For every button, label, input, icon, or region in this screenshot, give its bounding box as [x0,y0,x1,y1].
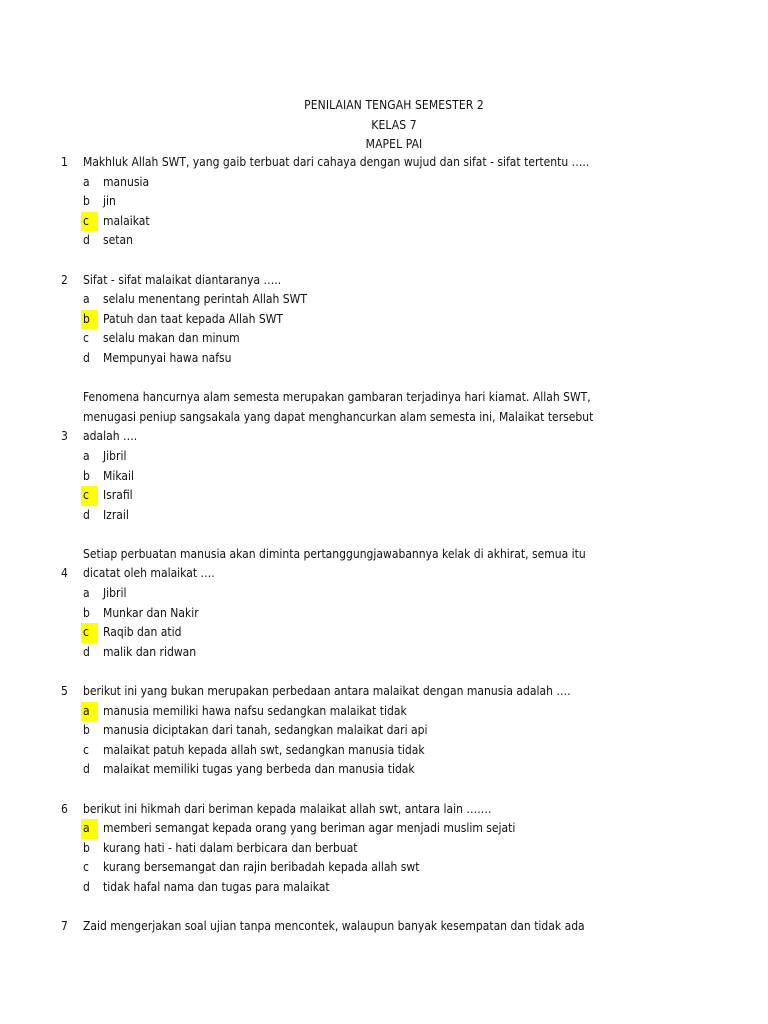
option-row [0,349,768,369]
option-letter-answer-highlight: c [81,486,98,506]
option-text: Munkar dan Nakir [103,605,199,620]
option-text: kurang hati - hati dalam berbicara dan berbuat [103,840,358,855]
question-block [0,545,768,663]
option-letter-answer-highlight: b [81,310,98,330]
question-block [0,682,768,780]
option-row [0,878,768,898]
option-row [0,721,768,741]
question-block [0,388,768,525]
option-row [0,623,768,643]
option-text: Mempunyai hawa nafsu [103,350,232,365]
option-letter: d [83,350,90,365]
question-text: adalah …. [83,429,138,444]
option-text: Jibril [103,586,127,601]
question-line [0,564,768,584]
option-letter: a [83,586,90,601]
option-row [0,310,768,330]
option-text: memberi semangat kepada orang yang beriman agar menjadi muslim sejati [103,821,516,836]
question-block [0,917,768,937]
option-row [0,212,768,232]
option-row [0,486,768,506]
option-letter: a [83,292,90,307]
option-text: malik dan ridwan [103,644,197,659]
question-number: 2 [61,272,68,287]
option-letter: d [83,644,90,659]
option-letter: a [83,174,90,189]
question-block [0,800,768,898]
option-row [0,447,768,467]
option-text: manusia memiliki hawa nafsu sedangkan malaikat tidak [103,703,407,718]
option-letter: c [83,742,89,757]
question-spacer [0,525,768,545]
question-spacer [0,662,768,682]
question-spacer [0,369,768,389]
question-spacer [0,251,768,271]
option-letter: b [83,468,90,483]
question-text: menugasi peniup sangsakala yang dapat menghancurkan alam semesta ini, Malaikat tersebut [83,409,594,424]
question-line [0,427,768,447]
question-block [0,271,768,369]
question-text: Zaid mengerjakan soal ujian tanpa mencontek, walaupun banyak kesempatan dan tidak ada [83,919,585,934]
question-number: 6 [61,801,68,816]
option-text: Mikail [103,468,134,483]
question-number: 1 [61,155,68,169]
question-text: dicatat oleh malaikat …. [83,566,215,581]
document-header [0,96,768,155]
option-letter-answer-highlight: c [81,212,98,232]
option-text: Izrail [103,507,129,522]
option-letter-answer-highlight: c [81,623,98,643]
option-letter: c [83,860,89,875]
option-text: tidak hafal nama dan tugas para malaikat [103,879,330,894]
option-letter: c [83,331,89,346]
question-line [0,545,768,565]
option-row [0,643,768,663]
option-letter: b [83,840,90,855]
option-row [0,584,768,604]
option-text: malaikat [103,213,150,228]
option-letter: b [83,194,90,209]
option-row [0,192,768,212]
option-text: jin [103,194,116,209]
option-row [0,702,768,722]
question-block [0,153,768,251]
option-text: malaikat patuh kepada allah swt, sedangkan manusia tidak [103,742,425,757]
option-text: Patuh dan taat kepada Allah SWT [103,311,284,326]
option-letter-answer-highlight: a [81,702,98,722]
option-row [0,231,768,251]
question-line [0,153,768,173]
question-number: 5 [61,684,68,699]
option-row [0,741,768,761]
question-text: Setiap perbuatan manusia akan diminta pertanggungjawabannya kelak di akhirat, semua itu [83,546,586,561]
option-text: malaikat memiliki tugas yang berbeda dan manusia tidak [103,762,415,777]
option-row [0,604,768,624]
question-line [0,388,768,408]
header-title: PENILAIAN TENGAH SEMESTER 2 [304,98,484,112]
option-text: selalu menentang perintah Allah SWT [103,292,307,307]
option-letter: b [83,605,90,620]
question-text: berikut ini yang bukan merupakan perbedaan antara malaikat dengan manusia adalah …. [83,684,571,699]
option-row [0,819,768,839]
question-spacer [0,898,768,918]
header-subject: MAPEL PAI [365,137,423,151]
question-line [0,408,768,428]
option-letter: b [83,723,90,738]
option-row [0,467,768,487]
header-class: KELAS 7 [371,117,417,132]
option-letter: a [83,448,90,463]
question-text: Makhluk Allah SWT, yang gaib terbuat dari cahaya dengan wujud dan sifat - sifat tertentu ….. [83,155,590,169]
question-line [0,682,768,702]
option-row [0,506,768,526]
option-row [0,760,768,780]
option-text: kurang bersemangat dan rajin beribadah kepada allah swt [103,860,420,875]
question-text: Sifat - sifat malaikat diantaranya ….. [83,272,282,287]
option-letter: d [83,879,90,894]
question-spacer [0,780,768,800]
option-row [0,290,768,310]
question-text: berikut ini hikmah dari beriman kepada malaikat allah swt, antara lain ……. [83,801,492,816]
option-row [0,329,768,349]
option-row [0,858,768,878]
option-row [0,839,768,859]
option-letter: d [83,507,90,522]
question-line [0,271,768,291]
option-letter: d [83,762,90,777]
option-row [0,173,768,193]
option-text: manusia diciptakan dari tanah, sedangkan malaikat dari api [103,723,428,738]
question-text: Fenomena hancurnya alam semesta merupakan gambaran terjadinya hari kiamat. Allah SWT, [83,390,591,405]
question-line [0,800,768,820]
option-text: Raqib dan atid [103,625,182,640]
option-text: Jibril [103,448,127,463]
option-text: manusia [103,174,150,189]
question-list [0,153,768,937]
option-letter-answer-highlight: a [81,819,98,839]
question-number: 7 [61,919,68,934]
option-text: selalu makan dan minum [103,331,240,346]
question-number: 4 [61,566,68,581]
option-letter: d [83,233,90,248]
option-text: Israfil [103,488,133,503]
option-text: setan [103,233,133,248]
question-line [0,917,768,937]
question-number: 3 [61,429,68,444]
